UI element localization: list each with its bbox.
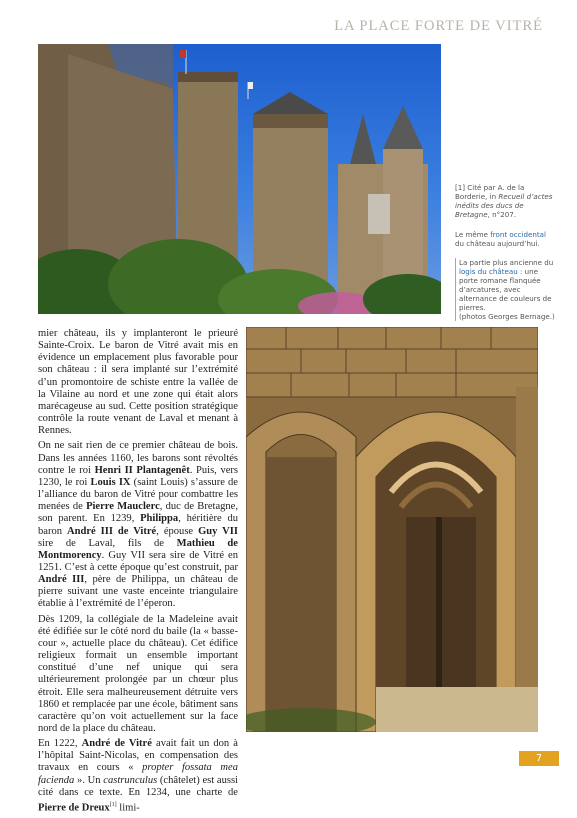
caption-text: Le même (455, 230, 491, 239)
photo-caption-2 (455, 258, 559, 321)
paragraph-1: mier château, ils y implanteront le prieuré Sainte-Croix. Le baron de Vitré avait mis en évidence un emplacement plus favorable pour son château : il sera implanté sur l’extrémité d’un promontoire de schiste entre la vallée de la Vilaine au nord et une zone qui était alors marécageuse au sud. Cette position stratégique contrôle la route venant de Laval et menant à Rennes. (38, 328, 238, 437)
footnote-end: , n°207. (487, 210, 516, 219)
door-photo (246, 327, 538, 732)
caption-text: : une porte romane flanquée d’arcatures, avec alternance de couleurs de pierres. (459, 267, 552, 312)
article-column (38, 328, 238, 818)
photo-caption-1 (455, 230, 555, 248)
photo-credit: (photos Georges Bernage.) (459, 312, 555, 321)
caption-text: La partie plus ancienne du (459, 258, 554, 267)
castle-photo (38, 44, 441, 314)
paragraph-3: Dès 1209, la collégiale de la Madeleine avait été édifiée sur le côté nord du baile (la « basse-cour », actuelle place du château). Cet édifice religieux formait un ensemble important constitué d’une nef unique qui sera ultérieurement prolongée par un chœur plus étroit. Elle sera malheureusement détruite vers 1860 et remplacée par une école, bâtiment sans caractère qu’on voit actuellement sur la face nord de la place du château. (38, 613, 238, 734)
caption-highlight: logis du château (459, 267, 518, 276)
running-header: LA PLACE FORTE DE VITRÉ (334, 18, 543, 34)
door-illustration (246, 327, 538, 732)
footnote-caption (455, 183, 555, 219)
paragraph-2: On ne sait rien de ce premier château de bois. Dans les années 1160, les barons sont révoltés contre le roi Henri II Plantagenêt. Puis, vers 1230, le roi Louis IX (saint Louis) s’assure de l’alliance du baron de Vitré pour combattre les menées de Pierre Mauclerc, duc de Bretagne, son parent. En 1239, Philippa, héritière du baron André III de Vitré, épouse Guy VII sire de Laval, fils de Mathieu de Montmorency. Guy VII sera sire de Vitré en 1251. C’est à cette époque qu’est construit, par André III, père de Philippa, un château de pierre suivant une vaste enceinte triangulaire établie à l’extrémité de l’éperon. (38, 440, 239, 610)
caption-text: du château aujourd’hui. (455, 239, 540, 248)
footnote-text: [1] Cité par A. de la Borderie, in (455, 183, 525, 201)
paragraph-4: En 1222, André de Vitré avait fait un don à l’hôpital Saint-Nicolas, en compensation des travaux en cours « propter fossata mea facienda ». Un castrunculus (châtelet) est aussi cité dans ce texte. En 1234, une charte de Pierre de Dreux[1] limi- (38, 738, 238, 814)
caption-highlight: front occidental (490, 230, 546, 239)
footnote-title: Recueil d’actes inédits des ducs de Bretagne (455, 192, 553, 219)
castle-illustration (38, 44, 441, 314)
page-number: 7 (519, 751, 559, 766)
